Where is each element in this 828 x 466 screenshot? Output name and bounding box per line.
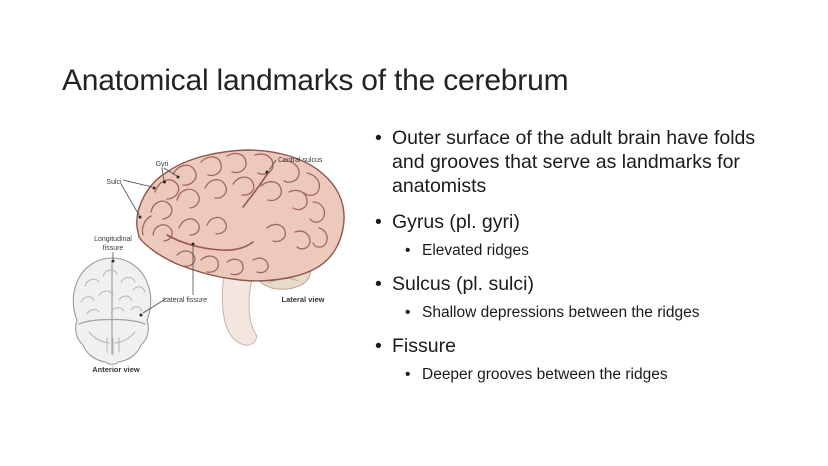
label-gyri: Gyri: [155, 161, 169, 168]
label-lateral-fissure: Lateral fissure: [163, 297, 207, 304]
marker-dot: [163, 181, 166, 184]
brain-figure: [55, 140, 365, 395]
bullet-item: • Sulcus (pl. sulci): [375, 272, 757, 296]
label-longitudinal-fissure-line1: Longitudinal: [94, 236, 132, 243]
bullet-subitem: • Deeper grooves between the ridges: [405, 365, 757, 384]
bullet-item: • Gyrus (pl. gyri): [375, 210, 757, 234]
bullet-item: • Outer surface of the adult brain have folds and grooves that serve as landmarks for anatomists: [375, 126, 757, 198]
lateral-view-brain: [137, 150, 344, 281]
marker-dot: [192, 243, 195, 246]
bullet-list: [375, 126, 757, 384]
label-lateral-view: Lateral view: [281, 295, 325, 304]
slide-title: Anatomical landmarks of the cerebrum: [62, 64, 569, 98]
marker-dot: [153, 187, 156, 190]
brain-illustration: [55, 140, 365, 395]
sulci-leader-line: [123, 180, 152, 187]
marker-dot: [140, 314, 143, 317]
marker-dot: [177, 176, 180, 179]
marker-dot: [266, 171, 269, 174]
sulci-leader-line: [121, 184, 139, 215]
bullet-item: • Fissure: [375, 334, 757, 358]
label-longitudinal-fissure-line2: fissure: [102, 245, 124, 252]
label-anterior-view: Anterior view: [92, 365, 140, 374]
bullet-subitem: • Shallow depressions between the ridges: [405, 303, 757, 322]
anterior-view-brain: [73, 258, 151, 364]
label-central-sulcus: Central sulcus: [278, 157, 323, 164]
marker-dot: [112, 260, 115, 263]
marker-dot: [139, 216, 142, 219]
label-sulci: Sulci: [106, 179, 122, 186]
bullet-subitem: • Elevated ridges: [405, 241, 757, 260]
